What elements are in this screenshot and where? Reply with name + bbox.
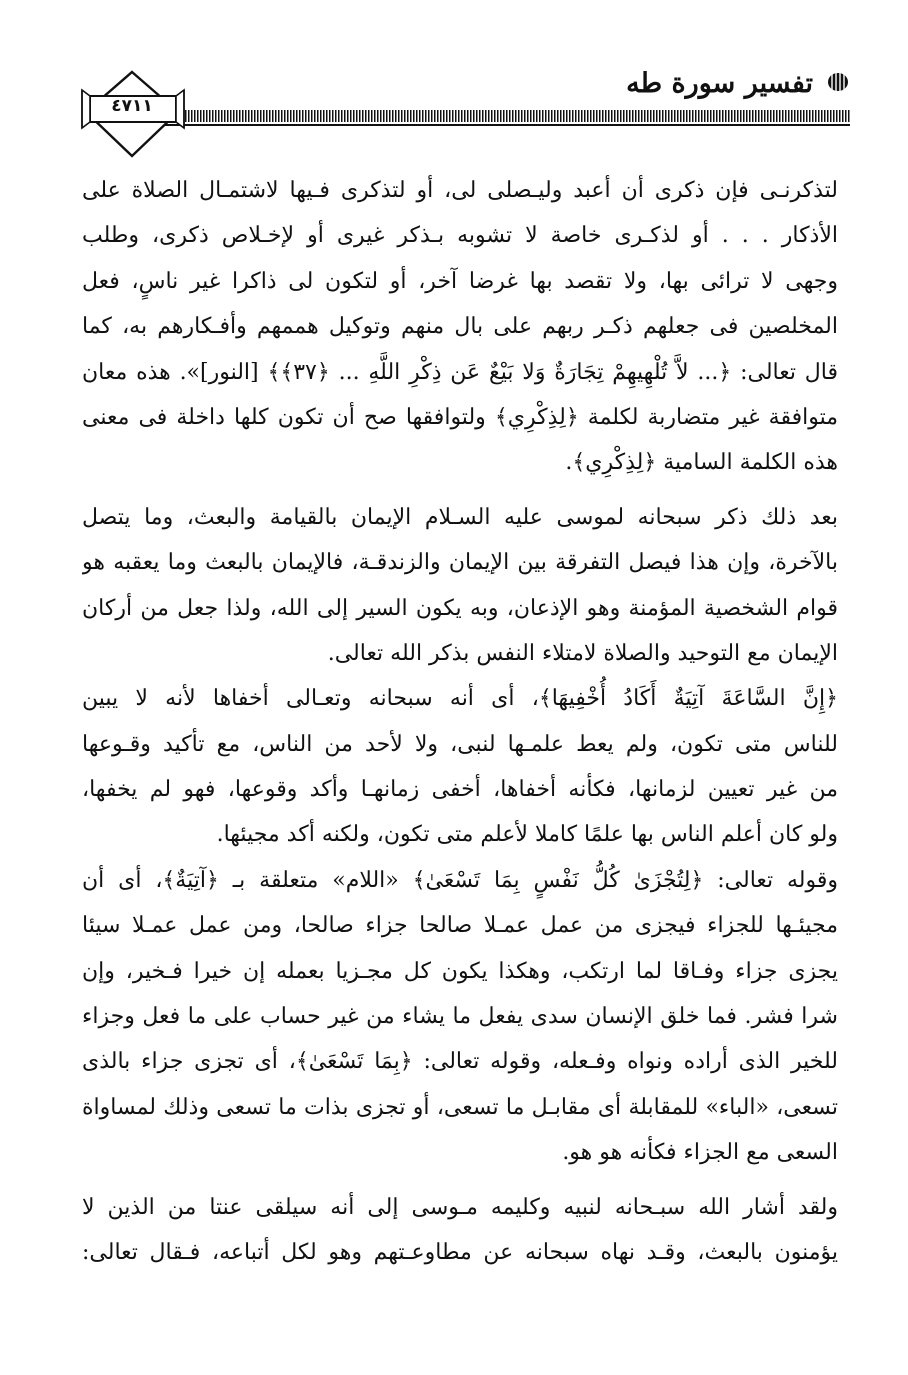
paragraph-2 (82, 495, 838, 677)
text-line: متوافقة غير متضاربة لكلمة ﴿لِذِكْرِي﴾ ولتوافقها صح أن تكون كلها داخلة فى معنى (82, 404, 838, 430)
text-line: ﴿إِنَّ السَّاعَةَ آتِيَةٌ أَكَادُ أُخْفِيهَا﴾، أى أنه سبحانه وتعـالى أخفاها لأنه لا يبين (82, 686, 838, 712)
text-line: السعى مع الجزاء فكأنه هو هو. (562, 1140, 838, 1166)
text-line: للخير الذى أراده ونواه وفـعله، وقوله تعالى: ﴿بِمَا تَسْعَىٰ﴾، أى تجزى جزاء بالذى (82, 1049, 838, 1075)
text-line: شرا فشر. فما خلق الإنسان سدى يفعل ما يشاء من غير حساب على ما فعل وجزاء (82, 1004, 838, 1030)
header-rule-line (158, 124, 850, 126)
text-line: هذه الكلمة السامية ﴿لِذِكْرِي﴾. (565, 450, 838, 476)
paragraph-4 (82, 858, 838, 1176)
text-line: لتذكرنـى فإن ذكرى أن أعبد وليـصلى لى، أو لتذكرى فـيها لاشتمـال الصلاة على (82, 178, 838, 203)
paragraph-5 (82, 1185, 838, 1276)
text-line: ولو كان أعلم الناس بها علمًا كاملا لأعلم متى تكون، ولكنه أكد مجيئها. (216, 822, 838, 848)
text-line: المخلصين فى جعلهم ذكـر ربهم على بال منهم وتوكيل هممهم وأفـكارهم به، كما (82, 314, 838, 340)
text-line: الأذكار . . . أو لذكـرى خاصة لا تشوبه بـذكر غيرى أو لإخـلاص ذكرى، وطلب (82, 223, 838, 249)
text-line: قوام الشخصية المؤمنة وهو الإذعان، وبه يكون السير إلى الله، ولذا جعل من أركان (82, 595, 838, 621)
text-line: الإيمان مع التوحيد والصلاة لامتلاء النفس بذكر الله تعالى. (327, 640, 838, 666)
text-line: قال تعالى: ﴿... لاَّ تُلْهِيهِمْ تِجَارَةٌ وَلا بَيْعٌ عَن ذِكْرِ اللَّهِ ... ﴿٣٧﴾﴾ [النور]». هذه معان (82, 359, 838, 385)
text-line: بعد ذلك ذكر سبحانه لموسى عليه السـلام الإيمان بالقيامة والبعث، وما يتصل (82, 504, 838, 530)
text-line: مجيئـها للجزاء فيجزى من عمل عمـلا صالحا جزاء صالحا، ومن عمل عمـلا سيئا (82, 913, 838, 939)
page-number: ٤٧١١ (111, 96, 153, 116)
running-title: تفسير سورة طه (626, 68, 813, 99)
paragraph-1 (82, 168, 838, 486)
text-line: تسعى، «الباء» للمقابلة أى مقابـل ما تسعى، أو تجزى بذات ما تسعى وذلك لمساواة (82, 1094, 838, 1120)
header-rule (158, 110, 850, 122)
text-line: من غير تعيين لزمانها، فكأنه أخفاها، أخفى زمانهـا وأكد وقوعها، فهو لم يخفها، (82, 777, 838, 803)
text-line: يجزى جزاء وفـاقا لما ارتكب، وهكذا يكون كل مجـزيا بعمله إن خيرا فـخير، وإن (82, 958, 838, 984)
paragraph-3 (82, 676, 838, 858)
body-text (82, 168, 838, 1275)
text-line: للناس متى تكون، ولم يعط علمـها لنبى، ولا لأحد من الناس، مع تأكيد وقـوعها (82, 731, 838, 757)
text-line: وقوله تعالى: ﴿لِتُجْزَىٰ كُلُّ نَفْسٍ بِمَا تَسْعَىٰ﴾ «اللام» متعلقة بـ ﴿آتِيَةٌ﴾، أى أن (82, 867, 838, 893)
text-line: يؤمنون بالبعث، وقـد نهاه سبحانه عن مطاوعـتهم وهو لكل أتباعه، فـقال تعالى: (82, 1239, 838, 1265)
text-line: وجهى لا ترائى بها، ولا تقصد بها غرضا آخر، أو لتكون لى ذاكرا غير ناسٍ، فعل (82, 268, 838, 294)
text-line: بالآخرة، وإن هذا فيصل التفرقة بين الإيمان والزندقـة، فالإيمان بالبعث وما يعقبه هو (82, 550, 838, 576)
page-header (0, 0, 908, 170)
text-line: ولقد أشار الله سبـحانه لنبيه وكليمه مـوسى إلى أنه سيلقى عنتا من الذين لا (82, 1194, 838, 1220)
ornament-bullet-icon (826, 70, 850, 94)
